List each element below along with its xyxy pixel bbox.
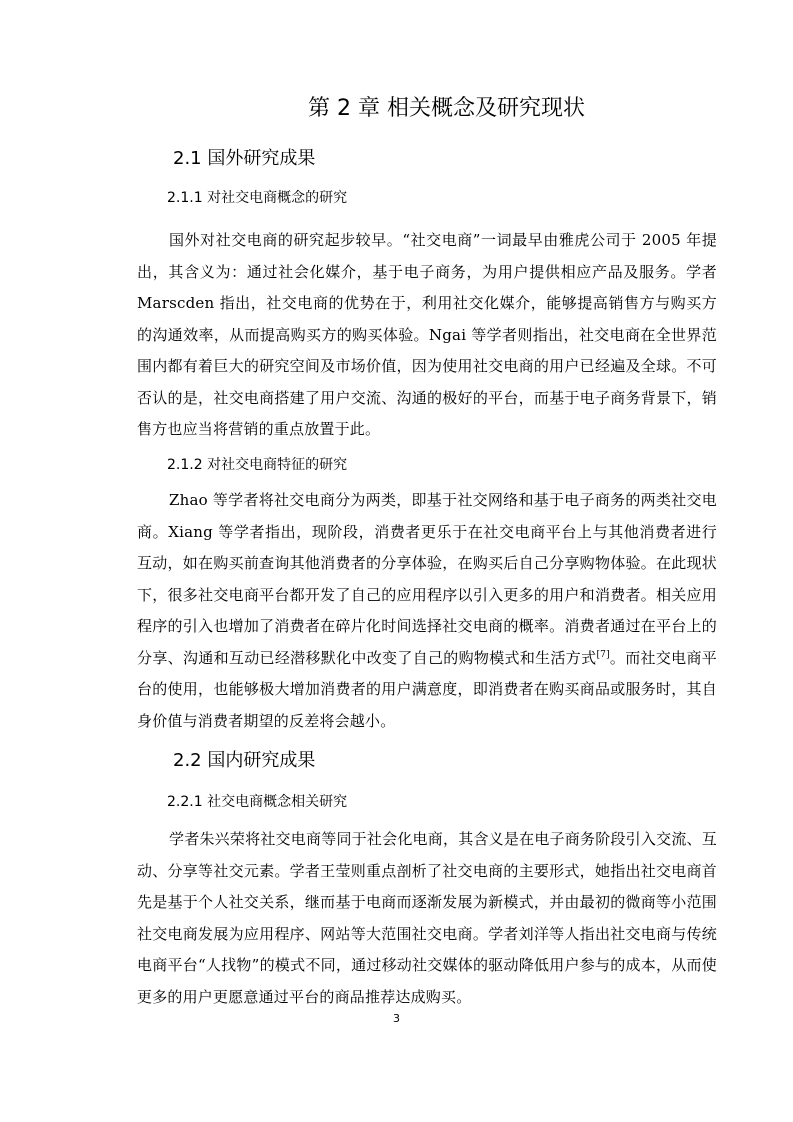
paragraph-2-1-2-text-after: 。而社交电商平台的使用，也能够极大增加消费者的用户满意度，即消费者在购买商品或服务时，其自身价值与消费者期望的反差将会越小。	[137, 648, 717, 730]
subsection-heading-2-1-2: 2.1.2 对社交电商特征的研究	[167, 457, 348, 473]
chapter-title: 第 2 章 相关概念及研究现状	[308, 96, 585, 121]
subsection-heading-2-2-1: 2.2.1 社交电商概念相关研究	[167, 794, 348, 810]
paragraph-2-1-2	[137, 485, 717, 737]
citation-7: [7]	[596, 649, 610, 660]
page-number: 3	[393, 1012, 400, 1025]
paragraph-2-1-1: 国外对社交电商的研究起步较早。“社交电商”一词最早由雅虎公司于 2005 年提出，其含义为：通过社会化媒介，基于电子商务，为用户提供相应产品及服务。学者 Marscden 指出，社交电商的优势在于，利用社交化媒介，能够提高销售方与购买方的沟通效率，从而提高购买方的购买体验。Ngai 等学者则指出，社交电商在全世界范围内都有着巨大的研究空间及市场价值，因为使用社交电商的用户已经遍及全球。不可否认的是，社交电商搭建了用户交流、沟通的极好的平台，而基于电子商务背景下，销售方也应当将营销的重点放置于此。	[137, 231, 717, 438]
subsection-heading-2-1-1: 2.1.1 对社交电商概念的研究	[167, 190, 348, 206]
section-heading-2-2: 2.2 国内研究成果	[173, 750, 316, 771]
paragraph-2-2-1: 学者朱兴荣将社交电商等同于社会化电商，其含义是在电子商务阶段引入交流、互动、分享等社交元素。学者王莹则重点剖析了社交电商的主要形式，她指出社交电商首先是基于个人社交关系，继而基于电商而逐渐发展为新模式，并由最初的微商等小范围社交电商发展为应用程序、网站等大范围社交电商。学者刘洋等人指出社交电商与传统电商平台“人找物”的模式不同，通过移动社交媒体的驱动降低用户参与的成本，从而使更多的用户更愿意通过平台的商品推荐达成购买。	[137, 830, 717, 1006]
paragraph-2-1-2-text-before: Zhao 等学者将社交电商分为两类，即基于社交网络和基于电子商务的两类社交电商。Xiang 等学者指出，现阶段，消费者更乐于在社交电商平台上与其他消费者进行互动，如在购买前查询其他消费者的分享体验，在购买后自己分享购物体验。在此现状下，很多社交电商平台都开发了自己的应用程序以引入更多的用户和消费者。相关应用程序的引入也增加了消费者在碎片化时间选择社交电商的概率。消费者通过在平台上的分享、沟通和互动已经潜移默化中改变了自己的购物模式和生活方式	[137, 491, 717, 667]
section-heading-2-1: 2.1 国外研究成果	[173, 148, 316, 169]
